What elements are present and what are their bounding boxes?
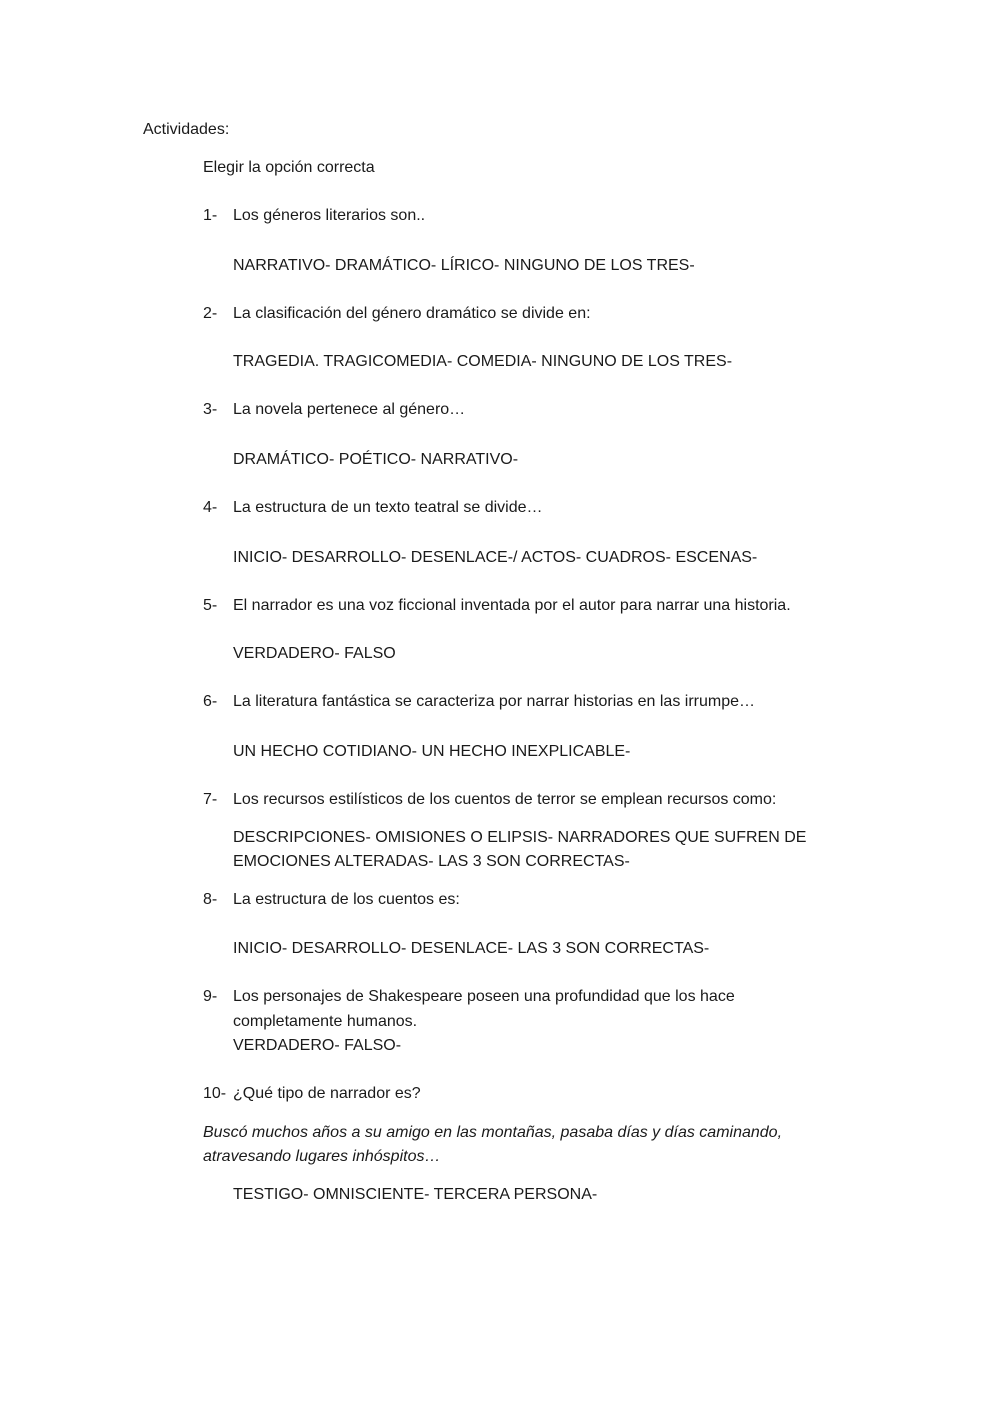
question-options[interactable]: DRAMÁTICO- POÉTICO- NARRATIVO- <box>233 451 519 468</box>
question-number: 3- <box>203 401 218 418</box>
question-number: 7- <box>203 791 218 808</box>
question-text: ¿Qué tipo de narrador es? <box>233 1085 421 1102</box>
question-number: 9- <box>203 988 218 1005</box>
question-text: La estructura de un texto teatral se divide… <box>233 499 543 516</box>
question-number: 4- <box>203 499 218 516</box>
question-number: 10- <box>203 1085 227 1102</box>
question-number: 8- <box>203 891 218 908</box>
question-text: Los géneros literarios son.. <box>233 207 426 224</box>
page-heading: Actividades: <box>143 121 230 138</box>
question-text: La clasificación del género dramático se divide en: <box>233 305 591 322</box>
question-options[interactable]: EMOCIONES ALTERADAS- LAS 3 SON CORRECTAS- <box>233 853 630 870</box>
question-text: La novela pertenece al género… <box>233 401 466 418</box>
question-options[interactable]: VERDADERO- FALSO <box>233 645 396 662</box>
question-options[interactable]: TRAGEDIA. TRAGICOMEDIA- COMEDIA- NINGUNO DE LOS TRES- <box>233 353 733 370</box>
question-options[interactable]: DESCRIPCIONES- OMISIONES O ELIPSIS- NARRADORES QUE SUFREN DE <box>233 829 807 846</box>
question-text: Los personajes de Shakespeare poseen una profundidad que los hace <box>233 988 735 1005</box>
question-text: El narrador es una voz ficcional inventada por el autor para narrar una historia. <box>233 597 791 614</box>
question-text: La literatura fantástica se caracteriza por narrar historias en las irrumpe… <box>233 693 755 710</box>
question-number: 2- <box>203 305 218 322</box>
question-text: La estructura de los cuentos es: <box>233 891 460 908</box>
question-options[interactable]: TESTIGO- OMNISCIENTE- TERCERA PERSONA- <box>233 1186 598 1203</box>
question-text: Los recursos estilísticos de los cuentos de terror se emplean recursos como: <box>233 791 777 808</box>
instruction-text: Elegir la opción correcta <box>203 159 375 176</box>
question-number: 1- <box>203 207 218 224</box>
question-options[interactable]: VERDADERO- FALSO- <box>233 1037 402 1054</box>
question-number: 6- <box>203 693 218 710</box>
quote-text: Buscó muchos años a su amigo en las montañas, pasaba días y días caminando, <box>203 1124 783 1141</box>
question-options[interactable]: INICIO- DESARROLLO- DESENLACE-/ ACTOS- CUADROS- ESCENAS- <box>233 549 758 566</box>
question-number: 5- <box>203 597 218 614</box>
question-options[interactable]: INICIO- DESARROLLO- DESENLACE- LAS 3 SON CORRECTAS- <box>233 940 710 957</box>
quote-text: atravesando lugares inhóspitos… <box>203 1148 441 1165</box>
question-options[interactable]: UN HECHO COTIDIANO- UN HECHO INEXPLICABLE- <box>233 743 631 760</box>
question-options[interactable]: NARRATIVO- DRAMÁTICO- LÍRICO- NINGUNO DE LOS TRES- <box>233 257 695 274</box>
question-text: completamente humanos. <box>233 1013 418 1030</box>
